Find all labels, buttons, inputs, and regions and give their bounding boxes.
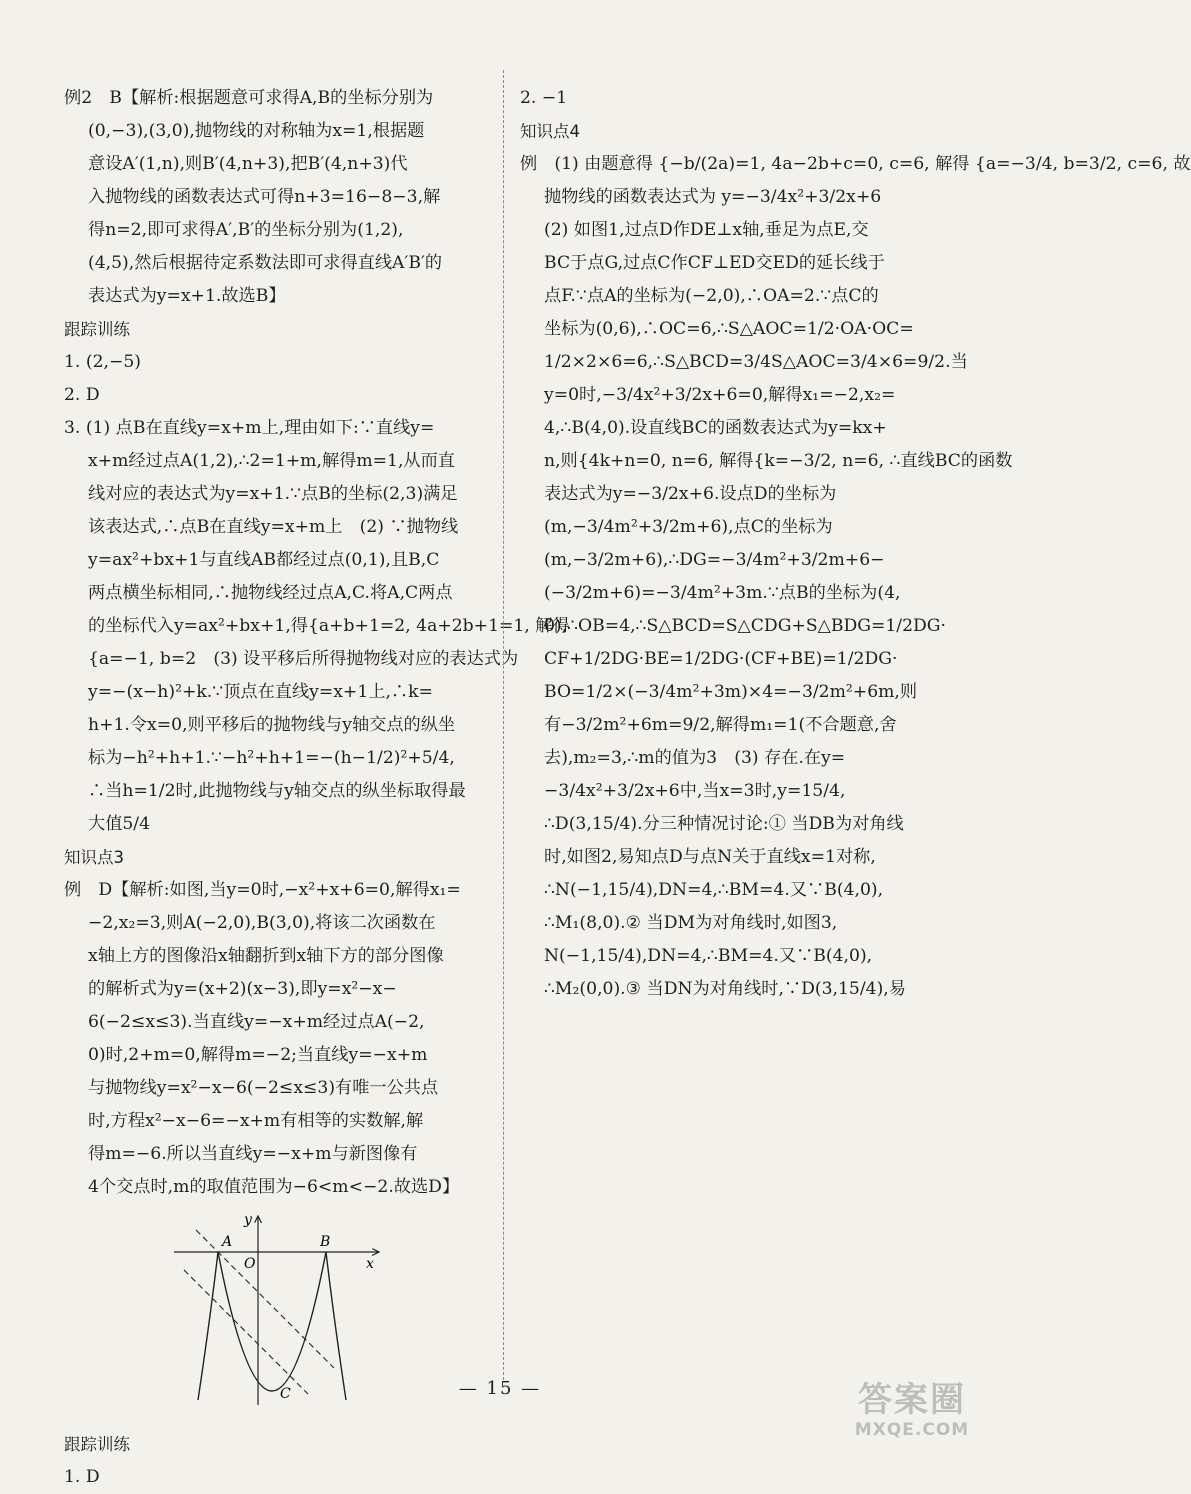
text-line: (0,−3),(3,0),抛物线的对称轴为x=1,根据题 [88, 121, 425, 141]
text-line: 例2 B【解析:根据题意可求得A,B的坐标分别为 [64, 88, 434, 108]
right-column [520, 82, 1191, 1006]
text-line: 时,如图2,易知点D与点N关于直线x=1对称, [544, 847, 876, 867]
text-line: 坐标为(0,6),∴OC=6,∴S△AOC=1/2·OA·OC= [544, 319, 914, 339]
watermark-title: 答案圈 [858, 1380, 966, 1420]
text-line: 表达式为y=−3/2x+6.设点D的坐标为 [544, 484, 837, 504]
text-line: (2) 如图1,过点D作DE⊥x轴,垂足为点E,交 [544, 220, 869, 240]
watermark-url: MXQE.COM [854, 1420, 970, 1440]
text-line: ∴M₂(0,0).③ 当DN为对角线时,∵D(3,15/4),易 [544, 979, 906, 999]
text-line: 的坐标代入y=ax²+bx+1,得{a+b+1=2, 4a+2b+1=1, 解得 [88, 616, 570, 636]
text-line: 得m=−6.所以当直线y=−x+m与新图像有 [88, 1144, 418, 1164]
text-line: 0)时,2+m=0,解得m=−2;当直线y=−x+m [88, 1045, 428, 1065]
text-line: y=ax²+bx+1与直线AB都经过点(0,1),且B,C [88, 550, 440, 570]
text-line: 0),∴OB=4,∴S△BCD=S△CDG+S△BDG=1/2DG· [544, 616, 946, 636]
text-line: BC于点G,过点C作CF⊥ED交ED的延长线于 [544, 253, 885, 273]
x-axis-label: x [366, 1256, 374, 1272]
text-line: ∴当h=1/2时,此抛物线与y轴交点的纵坐标取得最 [88, 781, 466, 801]
text-line: 与抛物线y=x²−x−6(−2≤x≤3)有唯一公共点 [88, 1078, 439, 1098]
answer-line: 2. D [64, 385, 100, 405]
watermark-logo [832, 1380, 992, 1444]
text-line: ∴D(3,15/4).分三种情况讨论:① 当DB为对角线 [544, 814, 904, 834]
flipped-parabola-arc [218, 1252, 326, 1391]
text-line: 线对应的表达式为y=x+1.∵点B的坐标(2,3)满足 [88, 484, 458, 504]
text-line: BO=1/2×(−3/4m²+3m)×4=−3/2m²+6m,则 [544, 682, 918, 702]
text-line: −3/4x²+3/2x+6中,当x=3时,y=15/4, [544, 781, 846, 801]
answer-line: 1. D [64, 1467, 100, 1487]
text-line: (m,−3/2m+6),∴DG=−3/4m²+3/2m+6− [544, 550, 885, 570]
text-line: 该表达式,∴点B在直线y=x+m上 (2) ∵抛物线 [88, 517, 459, 537]
text-line: 得n=2,即可求得A′,B′的坐标分别为(1,2), [88, 220, 404, 240]
point-label-C: C [280, 1386, 291, 1402]
text-line: (4,5),然后根据待定系数法即可求得直线A′B′的 [88, 253, 443, 273]
text-line: y=0时,−3/4x²+3/2x+6=0,解得x₁=−2,x₂= [544, 385, 896, 405]
origin-label: O [244, 1256, 256, 1272]
text-line: (m,−3/4m²+3/2m+6),点C的坐标为 [544, 517, 833, 537]
section-heading: 知识点4 [520, 122, 580, 141]
text-line: 抛物线的函数表达式为 y=−3/4x²+3/2x+6 [544, 187, 882, 207]
section-heading: 跟踪训练 [64, 320, 130, 339]
text-line: 入抛物线的函数表达式可得n+3=16−8−3,解 [88, 187, 441, 207]
text-line: 表达式为y=x+1.故选B】 [88, 286, 286, 306]
text-line: −2,x₂=3,则A(−2,0),B(3,0),将该二次函数在 [88, 913, 436, 933]
text-line: ∴N(−1,15/4),DN=4,∴BM=4.又∵B(4,0), [544, 880, 884, 900]
dashed-line-through-A [196, 1230, 334, 1368]
text-line: {a=−1, b=2 (3) 设平移后所得抛物线对应的表达式为 [88, 649, 519, 669]
point-label-A: A [222, 1234, 233, 1250]
page-number: — 15 — [458, 1378, 542, 1399]
text-line: y=−(x−h)²+k.∵顶点在直线y=x+1上,∴k= [88, 682, 433, 702]
text-line: 有−3/2m²+6m=9/2,解得m₁=1(不合题意,舍 [544, 715, 897, 735]
text-line: x+m经过点A(1,2),∴2=1+m,解得m=1,从而直 [88, 451, 455, 471]
text-line: 例 D【解析:如图,当y=0时,−x²+x+6=0,解得x₁= [64, 880, 461, 900]
text-line: 例 (1) 由题意得 {−b/(2a)=1, 4a−2b+c=0, c=6, 解得 {a=−3/4, b=3/2, c=6, 故 [520, 154, 1191, 174]
section-heading: 跟踪训练 [64, 1435, 130, 1454]
text-line: ∴M₁(8,0).② 当DM为对角线时,如图3, [544, 913, 838, 933]
text-line: 时,方程x²−x−6=−x+m有相等的实数解,解 [88, 1111, 424, 1131]
text-line: 的解析式为y=(x+2)(x−3),即y=x²−x− [88, 979, 397, 999]
text-line: 4,∴B(4,0).设直线BC的函数表达式为y=kx+ [544, 418, 887, 438]
text-line: 两点横坐标相同,∴抛物线经过点A,C.将A,C两点 [88, 583, 453, 603]
column-divider [503, 70, 504, 1380]
text-line: n,则{4k+n=0, n=6, 解得{k=−3/2, n=6, ∴直线BC的函数 [544, 451, 1013, 471]
text-line: 意设A′(1,n),则B′(4,n+3),把B′(4,n+3)代 [88, 154, 408, 174]
text-line: 大值5/4 [88, 814, 151, 834]
text-line: 6(−2≤x≤3).当直线y=−x+m经过点A(−2, [88, 1012, 425, 1032]
text-line: 3. (1) 点B在直线y=x+m上,理由如下:∵直线y= [64, 418, 435, 438]
text-line: 标为−h²+h+1.∵−h²+h+1=−(h−1/2)²+5/4, [88, 748, 455, 768]
point-label-B: B [320, 1234, 331, 1250]
text-line: h+1.令x=0,则平移后的抛物线与y轴交点的纵坐 [88, 715, 456, 735]
answer-line: 2. −1 [520, 88, 568, 108]
text-line: 4个交点时,m的取值范围为−6<m<−2.故选D】 [88, 1177, 460, 1197]
text-line: 点F.∵点A的坐标为(−2,0),∴OA=2.∵点C的 [544, 286, 879, 306]
answer-line: 1. (2,−5) [64, 352, 142, 372]
text-line: (−3/2m+6)=−3/4m²+3m.∵点B的坐标为(4, [544, 583, 901, 603]
y-axis-label: y [244, 1212, 252, 1228]
text-line: x轴上方的图像沿x轴翻折到x轴下方的部分图像 [88, 946, 444, 966]
text-line: N(−1,15/4),DN=4,∴BM=4.又∵B(4,0), [544, 946, 873, 966]
text-line: 1/2×2×6=6,∴S△BCD=3/4S△AOC=3/4×6=9/2.当 [544, 352, 968, 372]
section-heading: 知识点3 [64, 848, 124, 867]
text-line: CF+1/2DG·BE=1/2DG·(CF+BE)=1/2DG· [544, 649, 898, 669]
text-line: 去),m₂=3,∴m的值为3 (3) 存在.在y= [544, 748, 846, 768]
